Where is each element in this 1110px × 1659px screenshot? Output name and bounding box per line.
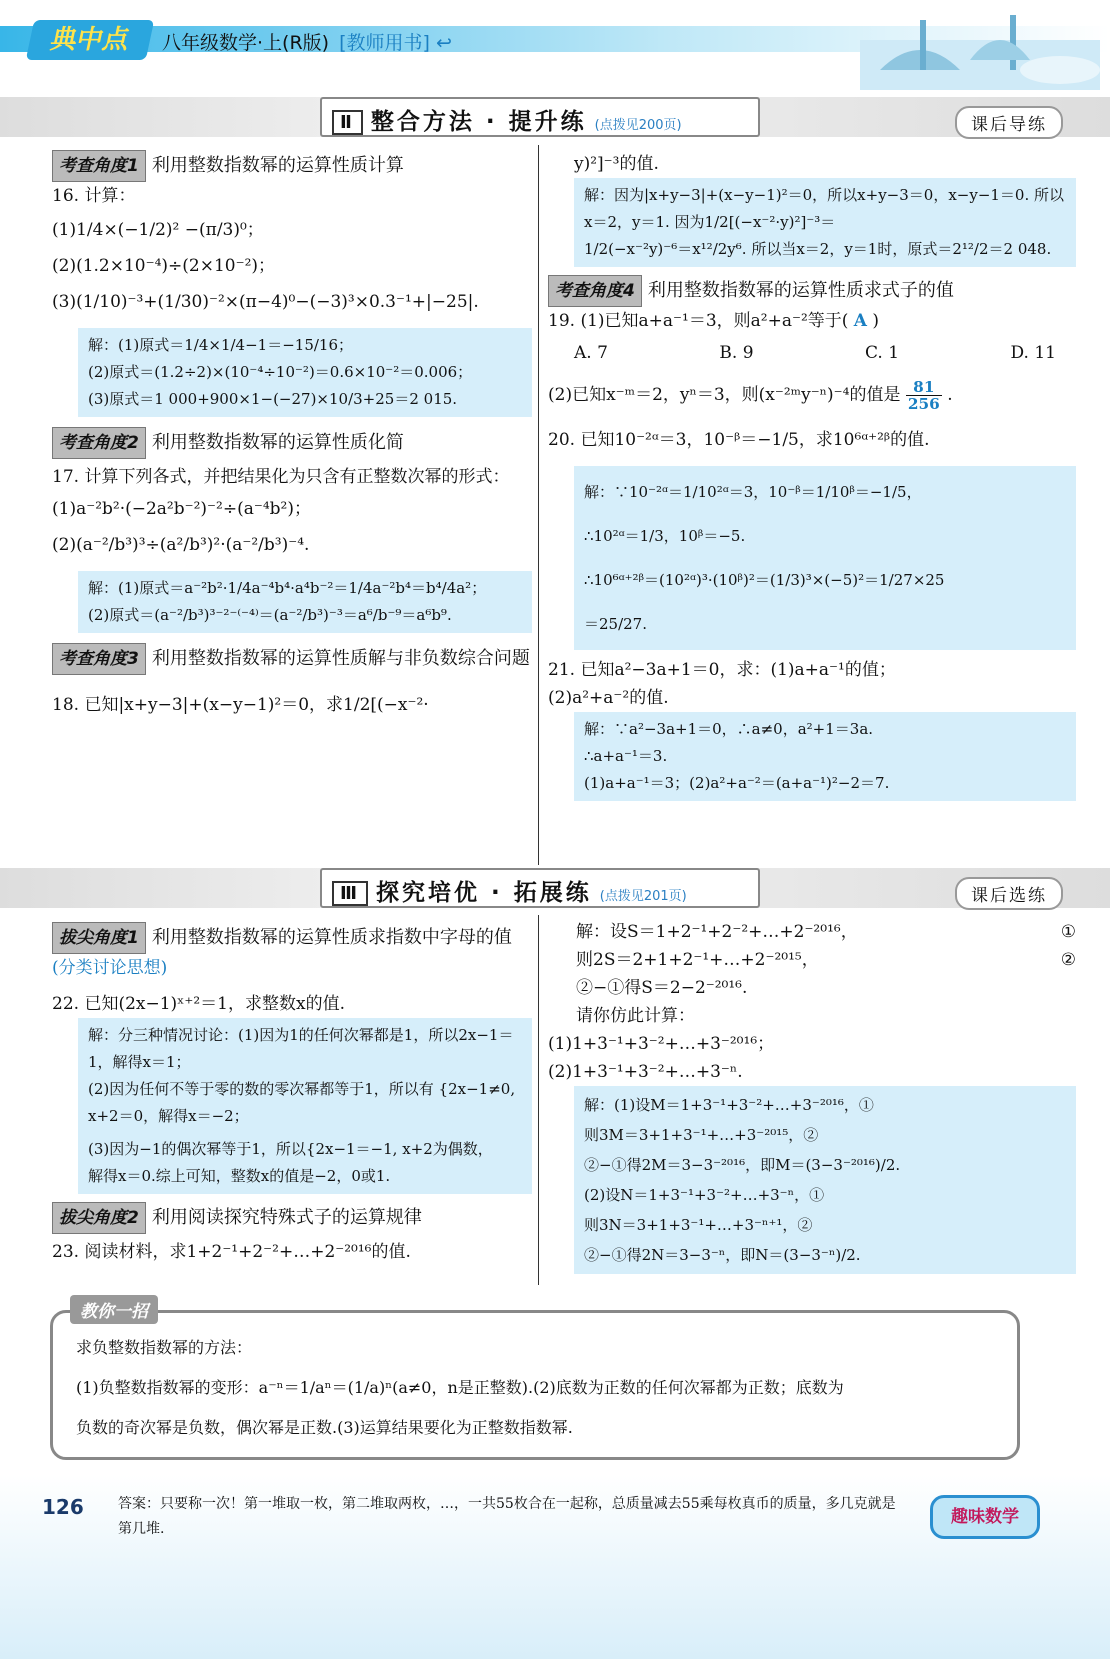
answer-22-4: 解得x＝0.综上可知，整数x的值是−2，0或1.: [88, 1167, 391, 1185]
category-badge: 考查角度1: [52, 150, 146, 182]
q23-step-3: ②−①得S＝2−2⁻²⁰¹⁶.: [576, 978, 748, 998]
question-16-2: (2)(1.2×10⁻⁴)÷(2×10⁻²)；: [52, 256, 276, 276]
book-tag: [教师用书]: [339, 32, 430, 54]
option-d: D. 11: [1010, 343, 1056, 363]
left-column-lower: [52, 922, 532, 1266]
q23-step-4: 请你仿此计算：: [576, 1006, 695, 1026]
answer-21-3: (1)a+a⁻¹＝3；(2)a²+a⁻²＝(a+a⁻¹)²−2＝7.: [584, 774, 890, 793]
option-a: A. 7: [574, 343, 608, 363]
question-20: 20. 已知10⁻²ᵅ＝3，10⁻ᵝ＝−1/5，求10⁶ᵅ⁺²ᵝ的值.: [548, 430, 930, 451]
left-column-upper: [52, 150, 532, 719]
answer-16-3: (3)原式＝1 000+900×1−(−27)×10/3+25＝2 015.: [88, 390, 458, 408]
answer-17: [78, 571, 532, 633]
book-title-text: 八年级数学·上(R版): [162, 32, 330, 54]
question-19: 19. (1)已知a+a⁻¹＝3，则a²+a⁻²等于( A ): [548, 311, 880, 331]
question-22: 22. 已知(2x−1)ˣ⁺²＝1，求整数x的值.: [52, 994, 345, 1014]
right-column-lower: [548, 918, 1076, 1274]
answer-23-6: ②−①得2N＝3−3⁻ⁿ，即N＝(3−3⁻ⁿ)/2.: [584, 1246, 861, 1264]
answer-20-4: ＝25/27.: [584, 615, 647, 634]
answer-20: [574, 466, 1076, 650]
question-21-2: (2)a²+a⁻²的值.: [548, 688, 669, 709]
tip-content: [76, 1328, 1006, 1448]
q23-step-2: 则2S＝2+1+2⁻¹+…+2⁻²⁰¹⁵，: [576, 950, 819, 970]
question-19-options: [574, 339, 1076, 367]
column-divider-lower: [538, 915, 539, 1285]
section-2-title: 整合方法 · 提升练: [370, 109, 587, 135]
category-badge: 考查角度4: [548, 275, 642, 307]
answer-16: [78, 328, 532, 417]
question-19-answer: A: [853, 311, 867, 331]
answer-17-1: 解：(1)原式＝a⁻²b²·1/4a⁻⁴b⁴·a⁴b⁻²＝1/4a⁻²b⁴＝b⁴/4a²；: [88, 579, 487, 597]
section-3-number: Ⅲ: [332, 881, 368, 906]
question-21: 21. 已知a²−3a+1＝0，求：(1)a+a⁻¹的值；: [548, 660, 896, 681]
answer-18: [574, 178, 1076, 267]
answer-20-1: 解：∵10⁻²ᵅ＝1/10²ᵅ＝3，10⁻ᵝ＝1/10ᵝ＝−1/5，: [584, 483, 922, 502]
question-19-2-text: (2)已知x⁻ᵐ＝2，yⁿ＝3，则(x⁻²ᵐy⁻ⁿ)⁻⁴的值是: [548, 385, 901, 406]
question-18-cont: y)²]⁻³的值.: [574, 154, 659, 174]
answer-17-2: (2)原式＝(a⁻²/b³)³⁻²⁻⁽⁻⁴⁾＝(a⁻²/b³)⁻³＝a⁶/b⁻⁹＝a⁶b⁹.: [88, 606, 452, 624]
brand-logo: 典中点: [26, 20, 155, 60]
right-column-upper: [548, 150, 1076, 801]
answer-23-5: 则3N＝3+1+3⁻¹+…+3⁻ⁿ⁺¹，②: [584, 1216, 813, 1234]
section-2-tag: 课后导练: [955, 106, 1063, 139]
question-18: 18. 已知|x+y−3|+(x−y−1)²＝0，求1/2[(−x⁻²·: [52, 695, 429, 715]
tip-title: 求负整数指数幂的方法：: [76, 1338, 253, 1357]
category-hint: (分类讨论思想): [52, 958, 168, 978]
answer-21-1: 解：∵a²−3a+1＝0，∴a≠0，a²+1＝3a.: [584, 720, 874, 739]
answer-21-2: ∴a+a⁻¹＝3.: [584, 747, 668, 766]
answer-22-2: (2)因为任何不等于零的数的零次幂都等于1，所以有 {2x−1≠0, x+2＝0，解得x＝−2；: [88, 1080, 516, 1125]
tip-badge: 教你一招: [70, 1295, 158, 1324]
answer-22: [78, 1018, 532, 1194]
answer-16-2: (2)原式＝(1.2÷2)×(10⁻⁴÷10⁻²)＝0.6×10⁻²＝0.006；: [88, 363, 473, 381]
answer-18-2: 1/2(−x⁻²y)⁻⁶＝x¹²/2y⁶. 所以当x＝2，y＝1时，原式＝2¹²/2＝2 048.: [584, 240, 1052, 258]
question-17-1: (1)a⁻²b²·(−2a²b⁻²)⁻²÷(a⁻⁴b²)；: [52, 499, 311, 519]
column-divider: [538, 145, 539, 865]
question-19-2-answer: $\frac{81}{256}$: [907, 378, 940, 414]
question-23: 23. 阅读材料，求1+2⁻¹+2⁻²+…+2⁻²⁰¹⁶的值.: [52, 1242, 411, 1262]
q23-step-2-marker: ②: [1060, 950, 1076, 970]
answer-23-1: 解：(1)设M＝1+3⁻¹+3⁻²+…+3⁻²⁰¹⁶，①: [584, 1096, 874, 1114]
answer-16-1: 解：(1)原式＝1/4×1/4−1＝−15/16；: [88, 336, 354, 354]
tip-line-1: (1)负整数指数幂的变形：a⁻ⁿ＝1/aⁿ＝(1/a)ⁿ(a≠0，n是正整数).(2)底数为正数的任何次幂都为正数；底数为: [76, 1378, 844, 1397]
answer-23-2: 则3M＝3+1+3⁻¹+…+3⁻²⁰¹⁵，②: [584, 1126, 819, 1144]
section-3-tag: 课后选练: [955, 877, 1063, 910]
question-16-3: (3)(1/10)⁻³+(1/30)⁻²×(π−4)⁰−(−3)³×0.3⁻¹+|−25|.: [52, 292, 479, 312]
answer-21: [574, 712, 1076, 801]
question-19-text: 19. (1)已知a+a⁻¹＝3，则a²+a⁻²等于(: [548, 311, 849, 331]
answer-18-1: 解：因为|x+y−3|+(x−y−1)²＝0，所以x+y−3＝0，x−y−1＝0. 所以x＝2，y＝1. 因为1/2[(−x⁻²·y)²]⁻³＝: [584, 186, 1065, 231]
question-17-2: (2)(a⁻²/b³)³÷(a²/b³)²·(a⁻²/b³)⁻⁴.: [52, 535, 310, 555]
answer-22-1: 解：分三种情况讨论：(1)因为1的任何次幂都是1，所以2x−1＝1，解得x＝1；: [88, 1026, 514, 1071]
q23-part-2: (2)1+3⁻¹+3⁻²+…+3⁻ⁿ.: [548, 1062, 743, 1082]
category-badge: 拔尖角度2: [52, 1202, 146, 1234]
section-3-box: [320, 868, 760, 908]
footer-brand: 趣味数学: [930, 1495, 1040, 1539]
category-text: 利用整数指数幂的运算性质求指数中字母的值: [151, 927, 512, 948]
q23-step-1-marker: ①: [1060, 922, 1076, 942]
book-title: [162, 28, 452, 55]
answer-23-3: ②−①得2M＝3−3⁻²⁰¹⁶，即M＝(3−3⁻²⁰¹⁶)/2.: [584, 1156, 901, 1174]
section-2-number: Ⅱ: [332, 110, 363, 135]
page-number: 126: [42, 1495, 84, 1519]
answer-23-4: (2)设N＝1+3⁻¹+3⁻²+…+3⁻ⁿ，①: [584, 1186, 825, 1204]
section-3-title: 探究培优 · 拓展练: [376, 880, 592, 906]
answer-23: [574, 1086, 1076, 1274]
skyline-illustration: [860, 0, 1100, 90]
question-17: 17. 计算下列各式，并把结果化为只含有正整数次幂的形式：: [52, 467, 510, 487]
footer-text: 答案：只要称一次！第一堆取一枚，第二堆取两枚，…，一共55枚合在一起称，总质量减去55乘每枚真币的质量，多几克就是第几堆.: [118, 1496, 896, 1537]
category-text: 利用整数指数幂的运算性质化简: [151, 432, 404, 453]
section-2-ref: (点拨见200页): [594, 118, 682, 133]
category-badge: 拔尖角度1: [52, 922, 146, 954]
answer-20-2: ∴10²ᵅ＝1/3，10ᵝ＝−5.: [584, 527, 746, 546]
option-c: C. 1: [865, 343, 900, 363]
category-badge: 考查角度2: [52, 427, 146, 459]
answer-20-3: ∴10⁶ᵅ⁺²ᵝ＝(10²ᵅ)³·(10ᵝ)²＝(1/3)³×(−5)²＝1/27×25: [584, 571, 945, 590]
answer-22-3: (3)因为−1的偶次幂等于1，所以{2x−1＝−1, x+2为偶数，: [88, 1140, 493, 1158]
question-16-1: (1)1/4×(−1/2)² −(π/3)⁰；: [52, 220, 264, 240]
category-text: 利用整数指数幂的运算性质计算: [151, 155, 404, 176]
option-b: B. 9: [719, 343, 754, 363]
question-16: 16. 计算：: [52, 186, 136, 206]
section-3-ref: (点拨见201页): [599, 889, 687, 904]
tip-line-2: 负数的奇次幂是负数，偶次幂是正数.(3)运算结果要化为正整数指数幂.: [76, 1418, 573, 1437]
q23-part-1: (1)1+3⁻¹+3⁻²+…+3⁻²⁰¹⁶；: [548, 1034, 775, 1054]
question-19-2: (2)已知x⁻ᵐ＝2，yⁿ＝3，则(x⁻²ᵐy⁻ⁿ)⁻⁴的值是 $\frac{81}{256}$ .: [548, 378, 953, 414]
category-badge: 考查角度3: [52, 643, 146, 675]
category-text: 利用整数指数幂的运算性质解与非负数综合问题: [151, 648, 530, 669]
q23-step-1: 解：设S＝1+2⁻¹+2⁻²+…+2⁻²⁰¹⁶，: [576, 922, 858, 942]
section-2-box: [320, 97, 760, 137]
category-text: 利用整数指数幂的运算性质求式子的值: [647, 280, 954, 301]
back-arrow-icon: ↩: [435, 32, 452, 54]
category-text: 利用阅读探究特殊式子的运算规律: [151, 1207, 422, 1228]
